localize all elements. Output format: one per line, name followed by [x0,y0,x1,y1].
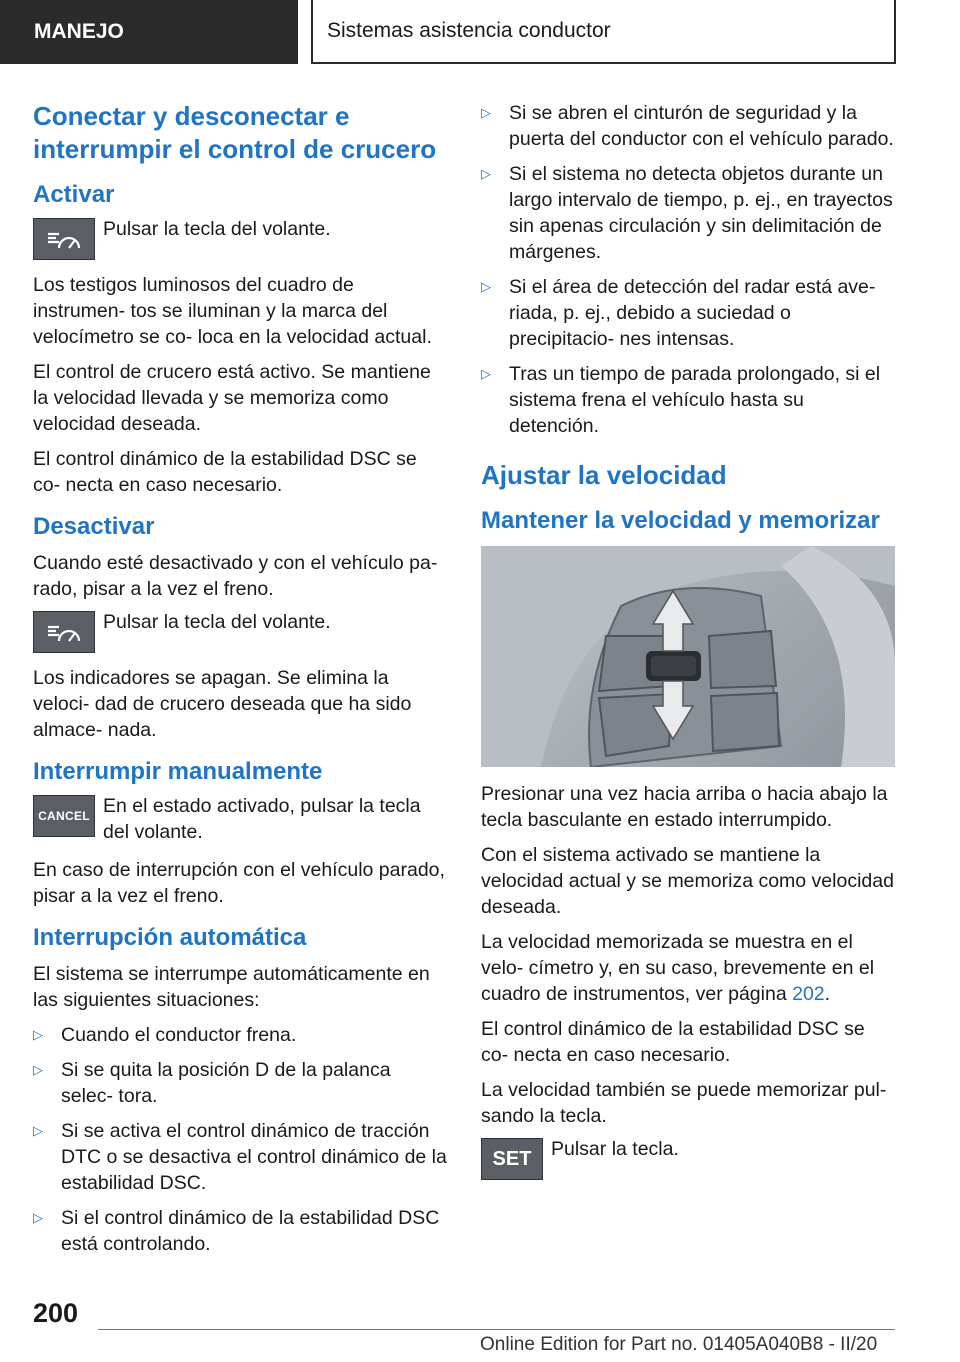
auto-list [33,1022,447,1257]
triangle-bullet-icon: ▷ [481,279,491,294]
auto-list-continued [481,100,895,439]
footer-divider [98,1329,895,1330]
desactivar-after: Los indicadores se apagan. Se elimina la veloci‐ dad de crucero deseada que ha sido almace‐ nada. [33,667,412,741]
left-column [33,100,447,1266]
footer-edition [480,1334,877,1356]
cruise-control-icon [33,611,95,653]
paragraph: La velocidad también se puede memorizar pul‐ sando la tecla. [481,1079,887,1127]
activar-paragraph: Los testigos luminosos del cuadro de instrumen‐ tos se iluminan y la marca del velocímetro se co‐ loca en la velocidad actual. [33,274,432,348]
steering-wheel-rocker-photo [481,546,895,767]
manual-after: En caso de interrupción con el vehículo parado, pisar a la vez el freno. [33,859,445,907]
list-item: ▷ Si se activa el control dinámico de tracción DTC o se desactiva el control dinámico de la estabilidad DSC. [33,1120,447,1194]
list-item: ▷ Tras un tiempo de parada prolongado, si el sistema frena el vehículo hasta su detención. [481,363,881,437]
chapter-title: Sistemas asistencia conductor [327,19,611,42]
paragraph: Presionar una vez hacia arriba o hacia abajo la tecla basculante en estado interrumpido. [481,783,888,831]
set-key-icon [481,1138,543,1180]
activar-key-text: Pulsar la tecla del volante. [103,218,331,240]
triangle-bullet-icon: ▷ [481,166,491,181]
right-column [481,100,895,1192]
list-item: ▷ Si el área de detección del radar está ave‐ riada, p. ej., debido a suciedad o precipitacio‐ nes intensas. [481,276,876,350]
desactivar-intro: Cuando esté desactivado y con el vehículo pa‐ rado, pisar a la vez el freno. [33,552,438,600]
section-title: MANEJO [34,20,124,43]
desactivar-heading: Desactivar [33,513,155,540]
triangle-bullet-icon: ▷ [33,1210,43,1225]
manual-key-row [33,795,447,845]
activar-paragraph: El control de crucero está activo. Se mantiene la velocidad llevada y se memoriza como velocidad deseada. [33,361,431,435]
adjust-speed-heading: Ajustar la velocidad [481,460,727,490]
list-item: ▷ Cuando el conductor frena. [33,1024,297,1046]
section-tab [0,0,298,64]
activar-key-row [33,218,447,260]
cancel-key-icon [33,795,95,837]
list-item: ▷ Si se abren el cinturón de seguridad y la puerta del conductor con el vehículo parado. [481,102,894,150]
paragraph-with-link: La velocidad memorizada se muestra en el velo‐ címetro y, en su caso, brevemente en el cuadro de instrumentos, ver página 202. [481,931,875,1005]
page-number: 200 [33,1298,79,1328]
triangle-bullet-icon: ▷ [481,105,491,120]
chapter-tab [311,0,896,64]
list-item: ▷ Si el sistema no detecta objetos durante un largo intervalo de tiempo, p. ej., en trayectos sin apenas circulación y sin delimitación de márgenes. [481,163,893,263]
set-key-text: Pulsar la tecla. [551,1138,679,1160]
maintain-speed-heading: Mantener la velocidad y memorizar [481,507,880,534]
desactivar-key-text: Pulsar la tecla del volante. [103,611,331,633]
activar-paragraph: El control dinámico de la estabilidad DSC se co‐ necta en caso necesario. [33,448,417,496]
list-item: ▷ Si se quita la posición D de la palanca selec‐ tora. [33,1059,391,1107]
paragraph: El control dinámico de la estabilidad DSC se co‐ necta en caso necesario. [481,1018,865,1066]
triangle-bullet-icon: ▷ [481,366,491,381]
paragraph: Con el sistema activado se mantiene la velocidad actual y se memoriza como velocidad deseada. [481,844,894,918]
triangle-bullet-icon: ▷ [33,1027,43,1042]
set-key-row [481,1138,895,1180]
footer-edition-text: Online Edition for Part no. 01405A040B8 - II/20 [480,1334,878,1355]
section-heading: Conectar y desconectar e interrumpir el control de crucero [33,101,437,164]
page-link[interactable]: 202 [792,983,825,1005]
list-item: ▷ Si el control dinámico de la estabilidad DSC está controlando. [33,1207,440,1255]
activar-heading: Activar [33,181,115,208]
cruise-control-icon [33,218,95,260]
desactivar-key-row [33,611,447,653]
auto-intro: El sistema se interrumpe automáticamente en las siguientes situaciones: [33,963,430,1011]
auto-heading: Interrupción automática [33,924,307,951]
triangle-bullet-icon: ▷ [33,1062,43,1077]
cancel-key-label: CANCEL [38,809,90,823]
manual-key-text: En el estado activado, pulsar la tecla del volante. [103,795,421,843]
set-key-label: SET [492,1147,532,1170]
triangle-bullet-icon: ▷ [33,1123,43,1138]
manual-heading: Interrumpir manualmente [33,758,323,785]
